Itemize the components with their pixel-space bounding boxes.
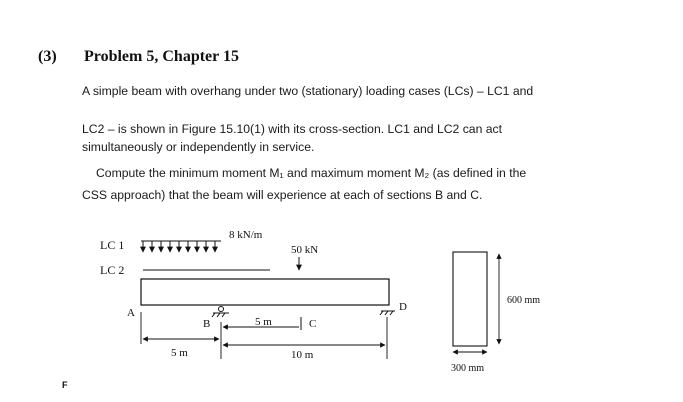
dim-bd-label: 10 m [291,349,314,361]
support-d [380,311,395,315]
point-load-label: 50 kN [291,244,319,256]
point-b-label: B [203,318,211,330]
problem-text-line-3: simultaneously or independently in service. [82,140,315,154]
beam-figure [95,222,565,390]
udl-label: 8 kN/m [229,229,263,241]
dimension-ab-bc [141,312,299,359]
lc1-label: LC 1 [100,238,125,252]
section-width-label: 300 mm [451,363,485,374]
pin-support-b [212,307,229,318]
problem-text-line-1: A simple beam with overhang under two (stationary) loading cases (LCs) – LC1 and [82,84,534,98]
problem-text-line-5: CSS approach) that the beam will experience at each of sections B and C. [82,188,483,202]
problem-text-line-4: Compute the minimum moment M₁ and maximum moment M₂ (as defined in the [96,166,527,180]
beam [141,279,389,305]
point-a-label: A [127,307,135,319]
section-depth-label: 600 mm [507,295,541,306]
problem-title: Problem 5, Chapter 15 [84,48,239,65]
cross-section [453,252,487,346]
problem-text-line-2: LC2 – is shown in Figure 15.10(1) with its cross-section. LC1 and LC2 can act [82,122,502,136]
problem-number: (3) [38,48,57,65]
point-d-label: D [399,301,407,313]
dim-ab-label: 5 m [171,347,188,359]
lc2-label: LC 2 [100,263,125,277]
dim-bc-label: 5 m [255,316,272,328]
margin-mark: F [62,380,68,390]
distributed-load [141,241,221,252]
point-c-label: C [309,318,317,330]
